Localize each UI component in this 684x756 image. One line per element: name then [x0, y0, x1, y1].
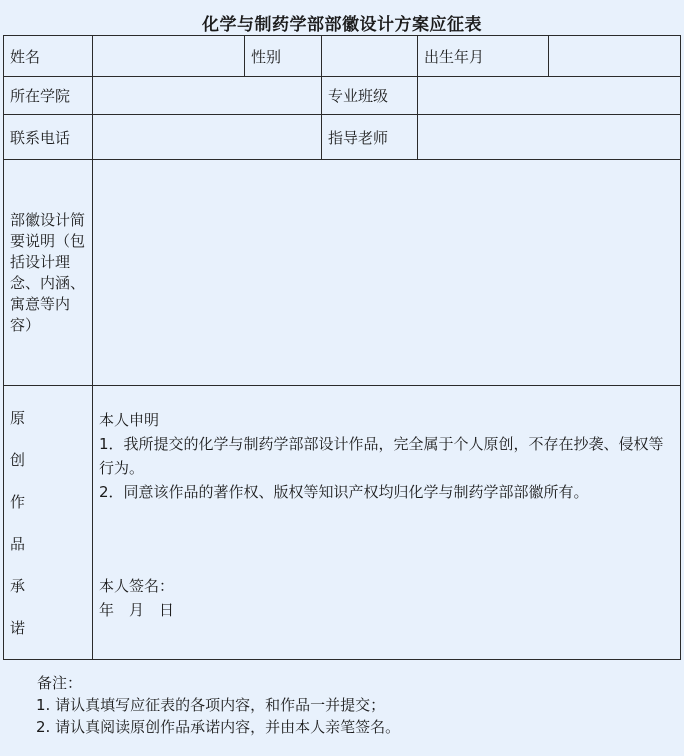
declaration-item-2: 2．同意该作品的著作权、版权等知识产权均归化学与制药学部部徽所有。 [99, 483, 589, 501]
signature-block [99, 574, 174, 622]
form-title: 化学与制药学部部徽设计方案应征表 [202, 15, 482, 35]
original-pledge-label [4, 386, 93, 660]
major-class-label: 专业班级 [322, 77, 418, 115]
pledge-char: 品 [10, 534, 26, 553]
college-label: 所在学院 [4, 77, 93, 115]
major-class-field[interactable] [418, 77, 681, 115]
phone-field[interactable] [93, 115, 322, 160]
design-description-field[interactable] [93, 160, 681, 386]
date-line: 年 月 日 [99, 601, 175, 619]
signature-label: 本人签名： [99, 577, 175, 595]
pledge-char: 创 [10, 450, 26, 469]
notes-heading: 备注： [37, 674, 83, 692]
declaration-heading: 本人申明 [99, 411, 160, 429]
college-field[interactable] [93, 77, 322, 115]
pledge-char: 诺 [10, 618, 26, 637]
advisor-field[interactable] [418, 115, 681, 160]
declaration-cell [93, 386, 681, 660]
note-item-2: 2. 请认真阅读原创作品承诺内容，并由本人亲笔签名。 [36, 718, 401, 736]
birth-field[interactable] [549, 36, 681, 77]
name-label: 姓名 [4, 36, 93, 77]
notes-section [37, 672, 400, 738]
pledge-char: 原 [10, 408, 26, 427]
phone-label: 联系电话 [4, 115, 93, 160]
pledge-char: 承 [10, 576, 26, 595]
note-item-1: 1. 请认真填写应征表的各项内容，和作品一并提交； [36, 696, 386, 714]
declaration-item-1: 1．我所提交的化学与制药学部部设计作品，完全属于个人原创，不存在抄袭、侵权等行为。 [99, 435, 664, 477]
design-description-label: 部徽设计简要说明（包括设计理念、内涵、寓意等内容） [4, 160, 93, 386]
gender-label: 性别 [245, 36, 322, 77]
birth-label: 出生年月 [418, 36, 549, 77]
advisor-label: 指导老师 [322, 115, 418, 160]
pledge-char: 作 [10, 492, 26, 511]
name-field[interactable] [93, 36, 245, 77]
gender-field[interactable] [322, 36, 418, 77]
application-form-table [3, 35, 681, 660]
